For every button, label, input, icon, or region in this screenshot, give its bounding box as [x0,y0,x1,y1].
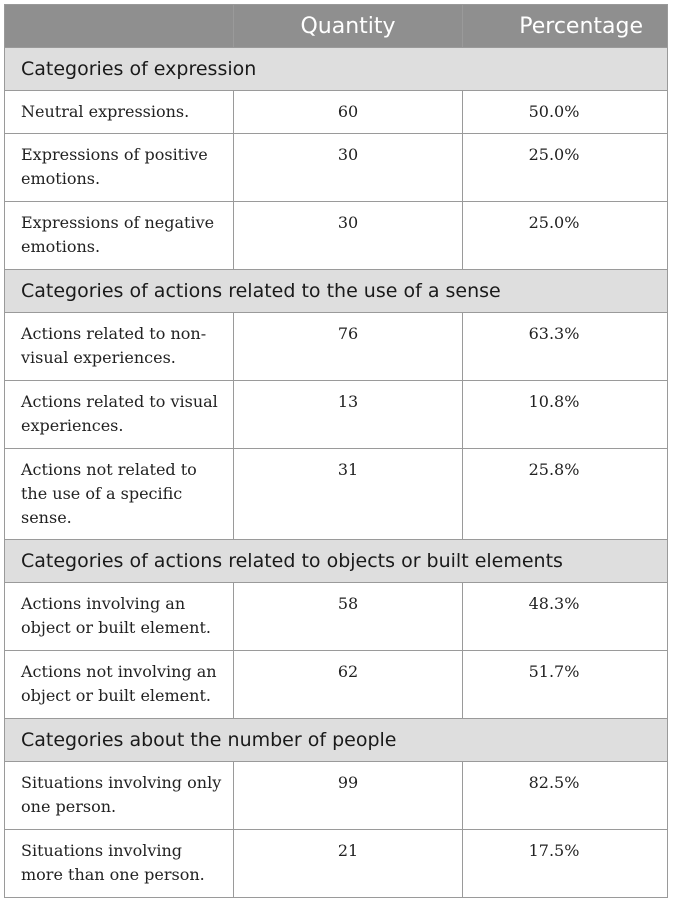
header-row [5,5,668,48]
row-label: Actions not involving an object or built element. [5,651,234,719]
table-row [5,313,668,381]
row-label: Actions not related to the use of a specific sense. [5,449,234,540]
row-label: Actions related to non-visual experiences. [5,313,234,381]
row-label: Neutral expressions. [5,91,234,134]
row-percentage: 50.0% [463,91,668,134]
row-percentage: 63.3% [463,313,668,381]
row-quantity: 21 [234,830,463,898]
section-header-objects [5,540,668,583]
table-row [5,91,668,134]
section-header-expression [5,48,668,91]
section-header-people [5,719,668,762]
row-percentage: 25.8% [463,449,668,540]
table-row [5,202,668,270]
row-percentage: 82.5% [463,762,668,830]
header-corner-cell [5,5,234,48]
row-percentage: 51.7% [463,651,668,719]
row-quantity: 60 [234,91,463,134]
row-label: Expressions of positive emotions. [5,134,234,202]
table-row [5,762,668,830]
section-title: Categories of actions related to objects or built elements [5,540,668,583]
row-label: Situations involving only one person. [5,762,234,830]
row-percentage: 48.3% [463,583,668,651]
row-quantity: 31 [234,449,463,540]
row-label: Situations involving more than one person. [5,830,234,898]
row-quantity: 30 [234,134,463,202]
row-percentage: 25.0% [463,134,668,202]
table-row [5,381,668,449]
header-percentage: Percentage [463,5,668,48]
row-label: Expressions of negative emotions. [5,202,234,270]
row-percentage: 25.0% [463,202,668,270]
row-quantity: 76 [234,313,463,381]
row-quantity: 99 [234,762,463,830]
table-row [5,449,668,540]
row-quantity: 13 [234,381,463,449]
row-label: Actions related to visual experiences. [5,381,234,449]
row-quantity: 58 [234,583,463,651]
row-quantity: 30 [234,202,463,270]
row-quantity: 62 [234,651,463,719]
section-title: Categories of actions related to the use of a sense [5,270,668,313]
row-label: Actions involving an object or built element. [5,583,234,651]
table-row [5,830,668,898]
data-table [4,4,668,898]
section-title: Categories about the number of people [5,719,668,762]
header-quantity: Quantity [234,5,463,48]
section-header-sense [5,270,668,313]
table-row [5,651,668,719]
table-row [5,583,668,651]
row-percentage: 10.8% [463,381,668,449]
table-row [5,134,668,202]
section-title: Categories of expression [5,48,668,91]
row-percentage: 17.5% [463,830,668,898]
